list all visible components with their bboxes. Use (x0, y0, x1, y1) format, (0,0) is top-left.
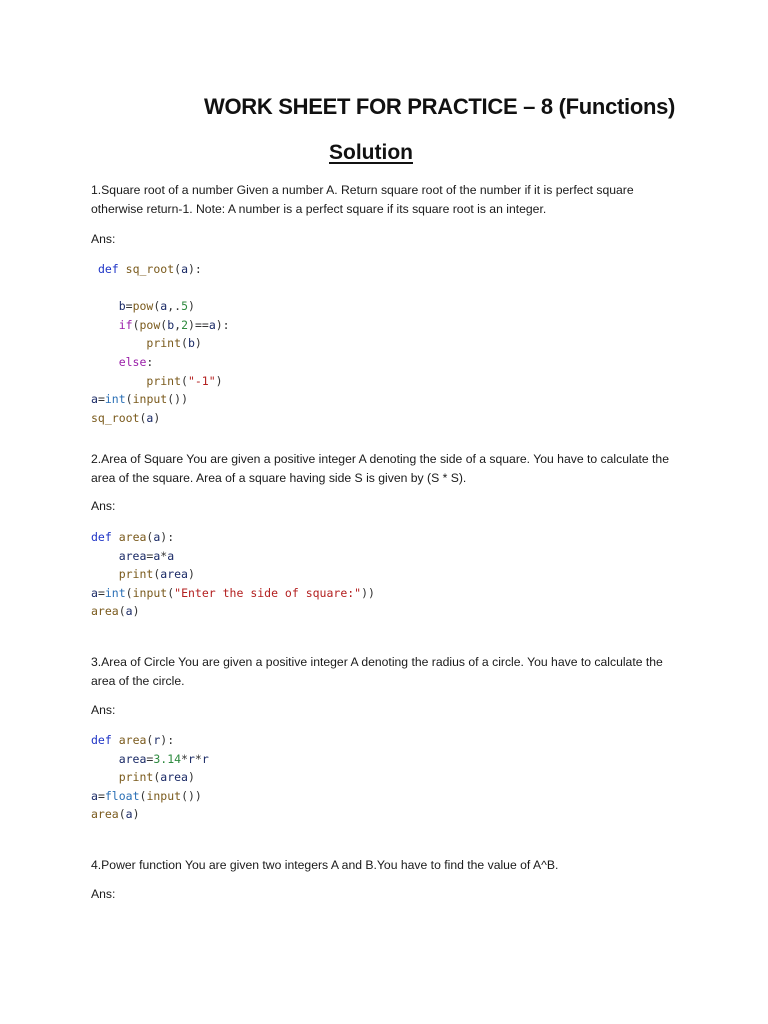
code-block-2 (91, 528, 375, 621)
question-4-text: 4.Power function You are given two integers A and B.You have to find the value of A^B. (91, 858, 559, 872)
code-line: print(area) (118, 770, 195, 785)
code-line: area=a*a (118, 548, 175, 563)
page-subtitle: Solution (329, 141, 413, 164)
page-title: WORK SHEET FOR PRACTICE – 8 (Functions) (204, 94, 676, 119)
code-block-3 (91, 731, 209, 824)
answer-label-1: Ans: (91, 232, 116, 246)
question-2-text: 2.Area of Square You are given a positive integer A denoting the side of a square. You have to calculate the area of the square. Area of a square having side S is given by (S * S). (91, 452, 669, 485)
answer-label-2: Ans: (91, 499, 116, 513)
code-line: b=pow(a,.5) (118, 299, 195, 314)
code-line: def sq_root(a): (97, 262, 202, 276)
code-line: a=float(input()) (91, 788, 202, 803)
code-line: if(pow(b,2)==a): (118, 317, 230, 332)
code-line: def area(r): (91, 733, 175, 747)
code-line: print("-1") (146, 373, 223, 388)
answer-label-4: Ans: (91, 887, 116, 901)
code-line: print(area) (118, 567, 195, 582)
question-1-text: 1.Square root of a number Given a number A. Return square root of the number if it is perfect square otherwise return-1. Note: A number is a perfect square if its square root is an integer. (91, 183, 634, 216)
answer-label-3: Ans: (91, 703, 116, 717)
code-line: area(a) (91, 604, 140, 619)
code-line: def area(a): (91, 530, 175, 544)
question-3-text: 3.Area of Circle You are given a positive integer A denoting the radius of a circle. You have to calculate the area of the circle. (91, 655, 663, 688)
code-line: area=3.14*r*r (118, 751, 209, 766)
code-line: print(b) (146, 336, 202, 351)
code-line: sq_root(a) (91, 410, 161, 425)
code-line: else: (118, 354, 154, 369)
code-line: area(a) (91, 807, 140, 822)
code-block-1 (91, 260, 230, 427)
code-line: a=int(input()) (91, 392, 188, 407)
code-line: a=int(input("Enter the side of square:")) (91, 585, 375, 600)
